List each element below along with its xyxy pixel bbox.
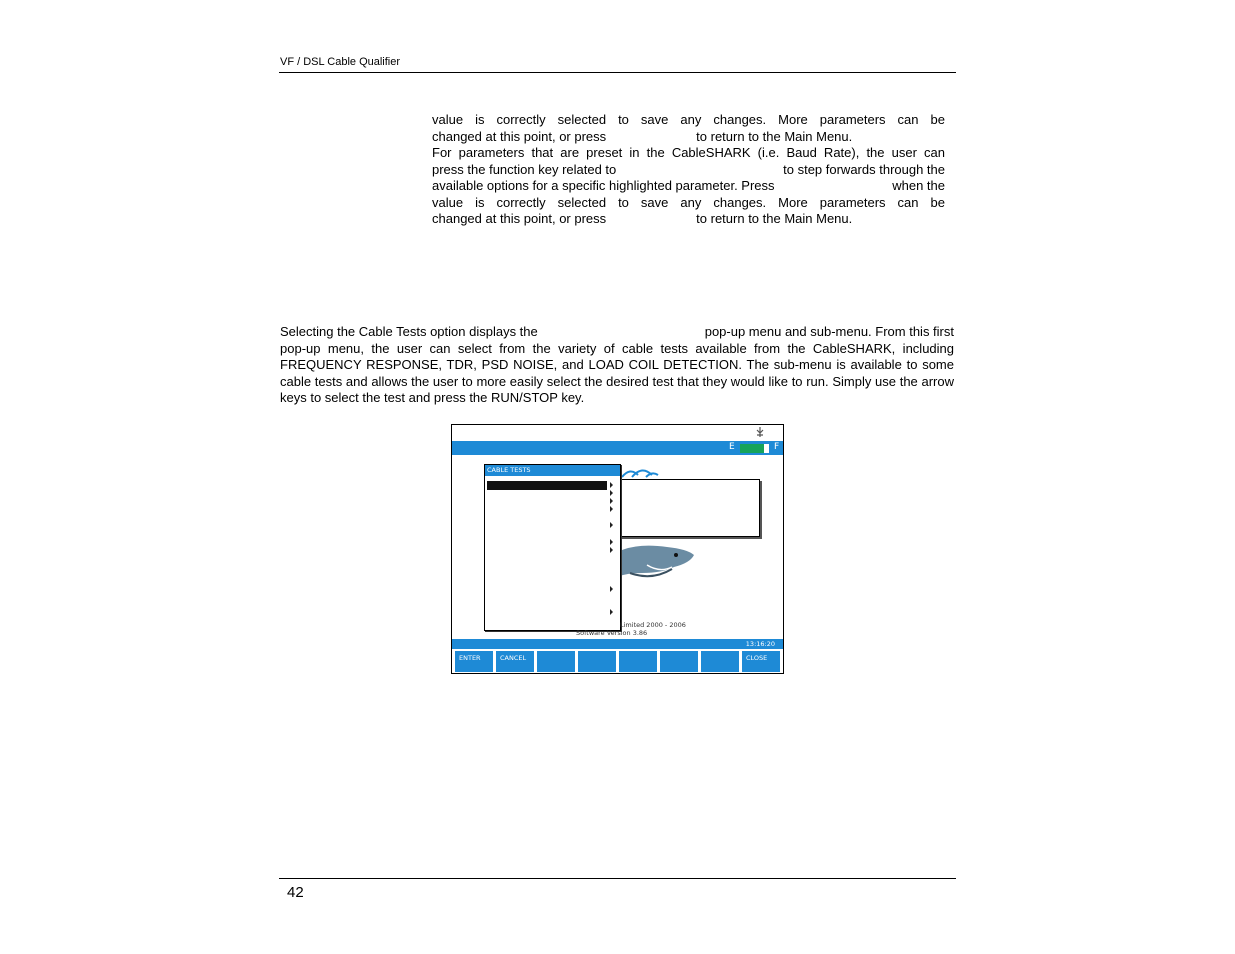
submenu-arrow-icon [610, 490, 613, 496]
fkey-close[interactable]: CLOSE [742, 651, 780, 672]
status-bar [452, 639, 783, 649]
shark-logo-icon [612, 537, 697, 592]
battery-full-label: F [774, 442, 780, 452]
software-version: Software Version 3.86 [576, 629, 648, 637]
function-keys [452, 650, 783, 673]
running-header: VF / DSL Cable Qualifier [280, 56, 401, 68]
submenu-arrow-icon [610, 506, 613, 512]
battery-gauge [740, 444, 769, 453]
battery-empty-label: E [729, 442, 735, 452]
fkey-5[interactable] [619, 651, 657, 672]
paragraph-parameters: value is correctly selected to save any changes. More parameters can be changed at this point, or press to return to the Main Menu. For parameters that are preset in the CableSHARK (i.e. Baud Rate), the user can press the function key related to to step forwards through the available options for a specific highlighted parameter. Press when the value is correctly selected to save any changes. More parameters can be changed at this point, or press to return to the Main Menu. [432, 112, 945, 226]
submenu-arrow-icon [610, 547, 613, 553]
menu-selected-item[interactable] [487, 481, 607, 490]
usb-icon [755, 427, 765, 439]
fkey-7[interactable] [701, 651, 739, 672]
battery-fill [740, 444, 764, 453]
submenu-arrow-icon [610, 586, 613, 592]
sub-menu[interactable] [620, 479, 760, 537]
paragraph-cable-tests: Selecting the Cable Tests option displays the pop-up menu and sub-menu. From this first pop-up menu, the user can select from the variety of cable tests available from the CableSHARK, including FREQUENCY RESPONSE, TDR, PSD NOISE, and LOAD COIL DETECTION. The sub-menu is available to some cable tests and allows the user to more easily select the desired test that they would like to run. Simply use the arrow keys to select the test and press the RUN/STOP key. [280, 324, 954, 405]
cable-tests-menu[interactable] [484, 464, 621, 631]
menu-title: CABLE TESTS [485, 465, 620, 476]
fkey-enter[interactable]: ENTER [455, 651, 493, 672]
submenu-arrow-icon [610, 522, 613, 528]
clock: 13:16:20 [745, 640, 775, 648]
logo-arc-icon [620, 467, 680, 479]
page-number: 42 [287, 884, 304, 901]
submenu-arrow-icon [610, 539, 613, 545]
submenu-arrow-icon [610, 498, 613, 504]
submenu-arrow-icon [610, 609, 613, 615]
cableshark-screenshot [451, 424, 784, 674]
copyright-text: Limited 2000 - 2006 [620, 621, 686, 629]
submenu-arrow-icon [610, 482, 613, 488]
fkey-4[interactable] [578, 651, 616, 672]
fkey-cancel[interactable]: CANCEL [496, 651, 534, 672]
footer-rule [279, 878, 956, 879]
fkey-6[interactable] [660, 651, 698, 672]
header-rule [279, 72, 956, 73]
fkey-3[interactable] [537, 651, 575, 672]
